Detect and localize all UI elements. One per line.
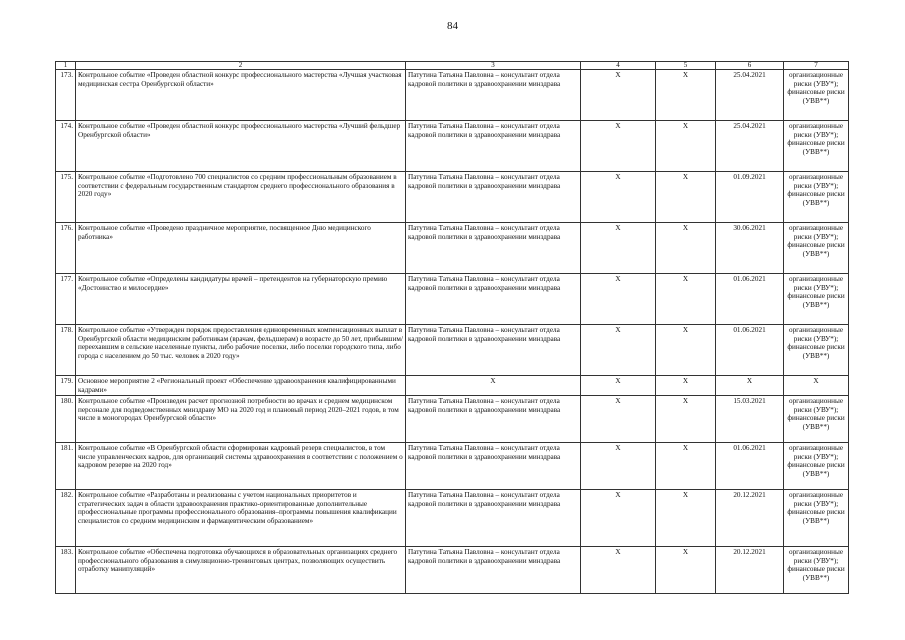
- event-cell: Контрольное событие «Обеспечена подготовка обучающихся в образовательных организациях среднего профессионального образования в симуляционно-тренинговых центрах, позволяющих осуществить отработку манипуляций»: [76, 547, 406, 594]
- row-number: 179.: [56, 376, 76, 396]
- event-cell: Контрольное событие «Проведен областной конкурс профессионального мастерства «Лучшая участковая медицинская сестра Оренбургской области»: [76, 70, 406, 121]
- row-number: 176.: [56, 223, 76, 274]
- table-row: [56, 376, 849, 396]
- col4-cell: X: [581, 274, 656, 325]
- risk-cell: организационные риски (УВУ*); финансовые риски (УВВ**): [784, 223, 849, 274]
- event-cell: Контрольное событие «Проведен областной конкурс профессионального мастерства «Лучший фельдшер Оренбургской области»: [76, 121, 406, 172]
- col4-cell: X: [581, 490, 656, 547]
- col5-cell: X: [656, 121, 716, 172]
- date-cell: 20.12.2021: [716, 490, 784, 547]
- event-cell: Контрольное событие «Утвержден порядок предоставления единовременных компенсационных выплат в Оренбургской области медицинским работникам (врачам, фельдшерам) в возрасте до 50 лет, прибывшим/переехавшим в сельские населенные пункты, либо рабочие поселки, либо поселки городского типа, либо города с населением до 50 тыс. человек в 2020 году»: [76, 325, 406, 376]
- col5-cell: X: [656, 396, 716, 443]
- responsible-cell: Патутина Татьяна Павловна – консультант отдела кадровой политики в здравоохранении минздрава: [406, 396, 581, 443]
- date-cell: 01.09.2021: [716, 172, 784, 223]
- event-cell: Контрольное событие «Проведено праздничное мероприятие, посвященное Дню медицинского работника»: [76, 223, 406, 274]
- date-cell: 01.06.2021: [716, 443, 784, 490]
- col4-cell: X: [581, 547, 656, 594]
- col4-cell: X: [581, 396, 656, 443]
- col4-cell: X: [581, 223, 656, 274]
- responsible-cell: Патутина Татьяна Павловна – консультант отдела кадровой политики в здравоохранении минздрава: [406, 547, 581, 594]
- col5-cell: X: [656, 172, 716, 223]
- risk-cell: организационные риски (УВУ*); финансовые риски (УВВ**): [784, 443, 849, 490]
- row-number: 177.: [56, 274, 76, 325]
- responsible-cell: Патутина Татьяна Павловна – консультант отдела кадровой политики в здравоохранении минздрава: [406, 274, 581, 325]
- responsible-cell: X: [406, 376, 581, 396]
- table-row: [56, 490, 849, 547]
- date-cell: 30.06.2021: [716, 223, 784, 274]
- col4-cell: X: [581, 376, 656, 396]
- date-cell: 25.04.2021: [716, 121, 784, 172]
- event-cell: Контрольное событие «Разработаны и реализованы с учетом национальных приоритетов и стратегических задач в области здравоохранения практико-ориентированные дополнительные профессиональные программы профессионального образования–программы повышения квалификации специалистов со средним медицинским и фармацевтическим образованием»: [76, 490, 406, 547]
- row-number: 173.: [56, 70, 76, 121]
- risk-cell: X: [784, 376, 849, 396]
- responsible-cell: Патутина Татьяна Павловна – консультант отдела кадровой политики в здравоохранении минздрава: [406, 70, 581, 121]
- responsible-cell: Патутина Татьяна Павловна – консультант отдела кадровой политики в здравоохранении минздрава: [406, 325, 581, 376]
- date-cell: 20.12.2021: [716, 547, 784, 594]
- date-cell: 01.06.2021: [716, 325, 784, 376]
- risk-cell: организационные риски (УВУ*); финансовые риски (УВВ**): [784, 396, 849, 443]
- col5-cell: X: [656, 223, 716, 274]
- column-header: 4: [581, 62, 656, 70]
- event-cell: Контрольное событие «В Оренбургской области сформирован кадровый резерв специалистов, в том числе управленческих кадров, для организаций системы здравоохранения в соответствии с положением о кадровом резерве на 2020 год»: [76, 443, 406, 490]
- responsible-cell: Патутина Татьяна Павловна – консультант отдела кадровой политики в здравоохранении минздрава: [406, 490, 581, 547]
- column-header: 7: [784, 62, 849, 70]
- event-cell: Контрольное событие «Определены кандидатуры врачей – претендентов на губернаторскую премию «Достоинство и милосердие»: [76, 274, 406, 325]
- table-row: [56, 172, 849, 223]
- risk-cell: организационные риски (УВУ*); финансовые риски (УВВ**): [784, 121, 849, 172]
- responsible-cell: Патутина Татьяна Павловна – консультант отдела кадровой политики в здравоохранении минздрава: [406, 172, 581, 223]
- table-row: [56, 121, 849, 172]
- table-row: [56, 547, 849, 594]
- col5-cell: X: [656, 325, 716, 376]
- event-cell: Основное мероприятие 2 «Региональный проект «Обеспечение здравоохранения квалифицированными кадрами»: [76, 376, 406, 396]
- page-number: 84: [447, 20, 458, 32]
- row-number: 183.: [56, 547, 76, 594]
- date-cell: 15.03.2021: [716, 396, 784, 443]
- table-row: [56, 325, 849, 376]
- col5-cell: X: [656, 70, 716, 121]
- column-header: 5: [656, 62, 716, 70]
- responsible-cell: Патутина Татьяна Павловна – консультант отдела кадровой политики в здравоохранении минздрава: [406, 121, 581, 172]
- col4-cell: X: [581, 443, 656, 490]
- date-cell: X: [716, 376, 784, 396]
- risk-cell: организационные риски (УВУ*); финансовые риски (УВВ**): [784, 490, 849, 547]
- risk-cell: организационные риски (УВУ*); финансовые риски (УВВ**): [784, 172, 849, 223]
- date-cell: 25.04.2021: [716, 70, 784, 121]
- col5-cell: X: [656, 376, 716, 396]
- responsible-cell: Патутина Татьяна Павловна – консультант отдела кадровой политики в здравоохранении минздрава: [406, 223, 581, 274]
- row-number: 178.: [56, 325, 76, 376]
- column-header: 3: [406, 62, 581, 70]
- risk-cell: организационные риски (УВУ*); финансовые риски (УВВ**): [784, 274, 849, 325]
- col4-cell: X: [581, 325, 656, 376]
- plan-table: [55, 61, 849, 594]
- row-number: 182.: [56, 490, 76, 547]
- responsible-cell: Патутина Татьяна Павловна – консультант отдела кадровой политики в здравоохранении минздрава: [406, 443, 581, 490]
- col5-cell: X: [656, 490, 716, 547]
- row-number: 175.: [56, 172, 76, 223]
- risk-cell: организационные риски (УВУ*); финансовые риски (УВВ**): [784, 325, 849, 376]
- risk-cell: организационные риски (УВУ*); финансовые риски (УВВ**): [784, 547, 849, 594]
- event-cell: Контрольное событие «Произведен расчет прогнозной потребности во врачах и среднем медицинском персонале для подведомственных минздраву МО на 2020 год и плановый период 2020–2021 годов, в том числе в моногородах Оренбургской области»: [76, 396, 406, 443]
- col4-cell: X: [581, 121, 656, 172]
- col5-cell: X: [656, 274, 716, 325]
- column-header: 6: [716, 62, 784, 70]
- column-header: 1: [56, 62, 76, 70]
- column-header: 2: [76, 62, 406, 70]
- row-number: 181.: [56, 443, 76, 490]
- header-row: [56, 62, 849, 70]
- table-row: [56, 396, 849, 443]
- table-row: [56, 443, 849, 490]
- col5-cell: X: [656, 547, 716, 594]
- date-cell: 01.06.2021: [716, 274, 784, 325]
- risk-cell: организационные риски (УВУ*); финансовые риски (УВВ**): [784, 70, 849, 121]
- table-row: [56, 274, 849, 325]
- row-number: 174.: [56, 121, 76, 172]
- col5-cell: X: [656, 443, 716, 490]
- table-row: [56, 70, 849, 121]
- row-number: 180.: [56, 396, 76, 443]
- col4-cell: X: [581, 172, 656, 223]
- table-row: [56, 223, 849, 274]
- col4-cell: X: [581, 70, 656, 121]
- event-cell: Контрольное событие «Подготовлено 700 специалистов со средним профессиональным образованием в соответствии с федеральным государственным стандартом среднего профессионального образования в 2020 году»: [76, 172, 406, 223]
